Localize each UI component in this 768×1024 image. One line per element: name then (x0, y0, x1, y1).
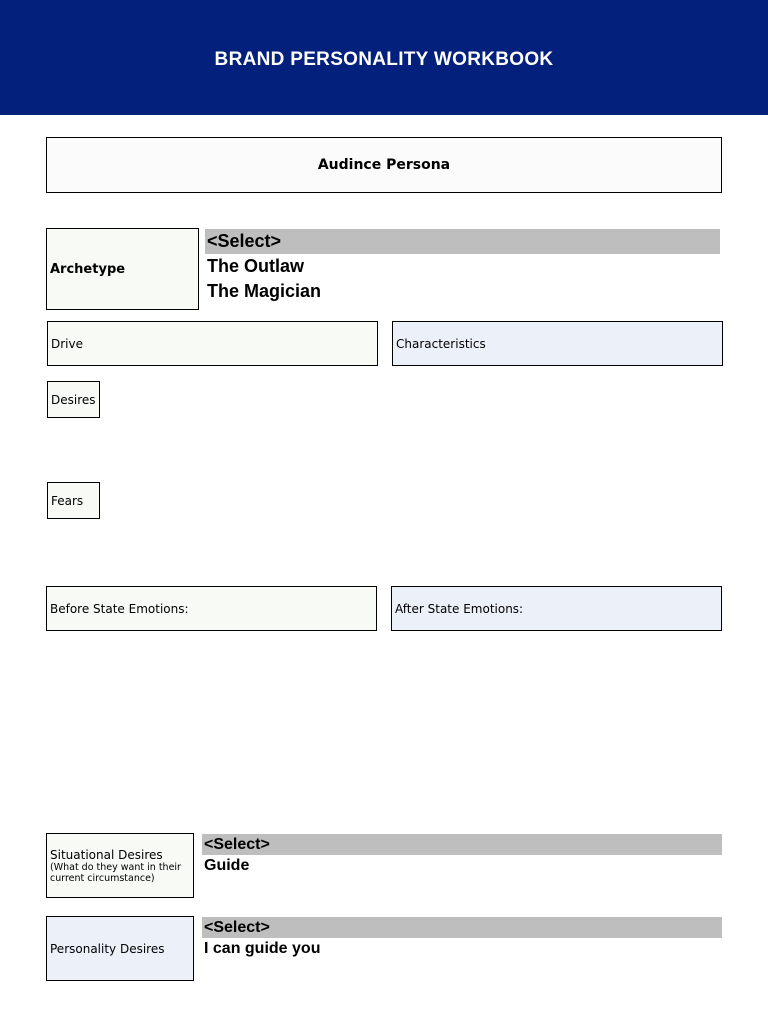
personality-desires-label-box (46, 916, 194, 981)
situational-option-select[interactable]: <Select> (202, 834, 722, 855)
situational-desires-label: Situational Desires (50, 847, 163, 862)
archetype-option-outlaw[interactable]: The Outlaw (207, 256, 305, 276)
personality-desires-label: Personality Desires (50, 941, 165, 956)
archetype-label-box (46, 228, 199, 310)
archetype-label: Archetype (50, 261, 126, 277)
before-state-field[interactable] (46, 586, 377, 631)
page-title: BRAND PERSONALITY WORKBOOK (214, 48, 554, 70)
archetype-option-select[interactable]: <Select> (205, 229, 720, 254)
drive-field[interactable] (47, 321, 378, 366)
situational-desires-sublabel: (What do they want in their current circumstance) (50, 861, 181, 884)
personality-desires-dropdown[interactable] (202, 917, 722, 959)
desires-field[interactable] (47, 381, 100, 418)
characteristics-field[interactable] (392, 321, 723, 366)
drive-label: Drive (51, 336, 83, 351)
after-state-label: After State Emotions: (395, 601, 524, 616)
persona-title: Audince Persona (317, 157, 451, 173)
personality-option-guide[interactable]: I can guide you (204, 940, 321, 957)
fears-field[interactable] (47, 482, 100, 519)
archetype-option-magician[interactable]: The Magician (207, 281, 322, 301)
situational-option-guide[interactable]: Guide (204, 857, 250, 874)
situational-desires-dropdown[interactable] (202, 834, 722, 876)
after-state-field[interactable] (391, 586, 722, 631)
personality-option-select[interactable]: <Select> (202, 917, 722, 938)
fears-label: Fears (51, 493, 84, 508)
desires-label: Desires (51, 392, 96, 407)
archetype-dropdown[interactable] (205, 229, 720, 304)
characteristics-label: Characteristics (396, 336, 486, 351)
situational-desires-label-box (46, 833, 194, 898)
persona-title-box (46, 137, 722, 193)
page-header (0, 0, 768, 115)
before-state-label: Before State Emotions: (50, 601, 189, 616)
